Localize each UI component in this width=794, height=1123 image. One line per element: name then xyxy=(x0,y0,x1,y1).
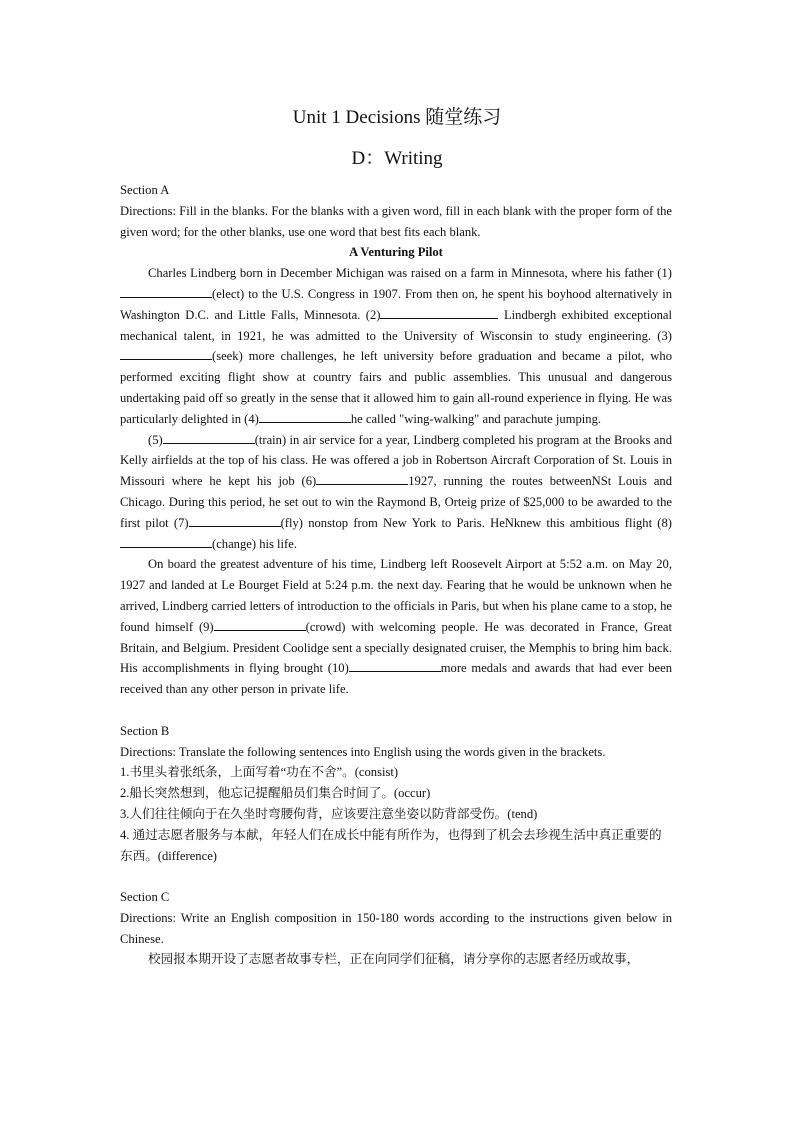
page-subtitle: D：Writing xyxy=(351,148,443,169)
page-title: Unit 1 Decisions 随堂练习 xyxy=(292,107,502,128)
passage-paragraph-2 xyxy=(120,430,672,555)
section-b-directions: Directions: Translate the following sentences into English using the words given in the brackets. xyxy=(120,744,606,759)
blank-10[interactable] xyxy=(349,658,441,672)
passage-paragraph-3 xyxy=(120,554,672,700)
blank-9[interactable] xyxy=(214,617,306,631)
passage-text: On board the greatest adventure of his time, Lindberg left Roosevelt Airport at 5:52 a.m. on May 20, 1927 and landed at Le Bourget Field at 5:24 p.m. the next day. Fearing that he would be unknown when he arrived, Lindberg carried letters of introduction to the officials in Paris, but when his plane came to a stop, he found himself (9) xyxy=(120,557,672,634)
document-body xyxy=(120,180,672,970)
passage-text: he called "wing-walking" and parachute jumping. xyxy=(350,411,602,426)
passage-text: (fly) nonstop from New York to Paris. HeNknew this ambitious flight (8) xyxy=(280,515,672,530)
passage-text: (change) his life. xyxy=(212,536,297,551)
translation-item-4: 4. 通过志愿者服务与本献，年轻人们在成长中能有所作为，也得到了机会去珍视生活中真正重要的东西。(difference) xyxy=(120,827,662,863)
passage-text: (crowd) with welcoming people. He was decorated in France, Great Britain, and Belgium. President Coolidge sent a specially designated cruiser, the Memphis to bring him back. His accomplishments in flying brought (10) xyxy=(120,619,673,676)
passage-text: (seek) more challenges, he left university before graduation and became a pilot, who performed exciting flight show at country fairs and public assemblies. This unusual and dangerous undertaking paid off so greatly in the sense that it allowed him to gain all-round experience in flying. He was particularly delighted in (4) xyxy=(120,349,672,426)
section-c-label: Section C xyxy=(120,890,170,905)
translation-item-3: 3.人们往往倾向于在久坐时弯腰佝背，应该要注意坐姿以防背部受伤。(tend) xyxy=(120,806,538,821)
blank-5[interactable] xyxy=(163,430,255,444)
blank-1[interactable] xyxy=(120,284,212,298)
blank-2[interactable] xyxy=(380,305,498,319)
section-spacer xyxy=(120,866,672,887)
passage-paragraph-1 xyxy=(120,263,672,429)
passage-text: Lindbergh exhibited exceptional mechanical talent, in 1921, he was admitted to the University of Wisconsin to study engineering. (3) xyxy=(120,307,673,343)
passage-text: Charles Lindberg born in December Michigan was raised on a farm in Minnesota, where his father (1) xyxy=(148,266,672,281)
passage-text: more medals and awards that had ever been received than any other person in private life. xyxy=(120,661,672,697)
section-b-label: Section B xyxy=(120,723,170,738)
translation-item-1: 1.书里头着张纸条，上面写着“功在不舍”。(consist) xyxy=(120,765,399,780)
section-c-instructions: 校园报本期开设了志愿者故事专栏，正在向同学们征稿，请分享你的志愿者经历或故事， xyxy=(148,952,640,967)
blank-4[interactable] xyxy=(259,409,351,423)
section-spacer xyxy=(120,700,672,721)
section-c-directions: Directions: Write an English composition in 150-180 words according to the instructions given below in Chinese. xyxy=(120,910,672,946)
section-a-label: Section A xyxy=(120,183,170,197)
blank-8[interactable] xyxy=(120,534,212,548)
translation-item-2: 2.船长突然想到，他忘记提醒船员们集合时间了。(occur) xyxy=(120,786,431,801)
passage-text: 1927, running the routes betweenNSt Louis and Chicago. During this period, he set out to win the Raymond B, Orteig prize of $25,000 to be awarded to the first pilot (7) xyxy=(120,474,672,530)
blank-3[interactable] xyxy=(120,346,212,360)
passage-title: A Venturing Pilot xyxy=(349,245,443,260)
passage-text: (5) xyxy=(148,432,163,447)
passage-text: (train) in air service for a year, Lindberg completed his program at the Brooks and Kelly airfields at the top of his class. He was offered a job in Robertson Aircraft Corporation of St. Louis in Missouri where he kept his job (6) xyxy=(120,432,672,489)
blank-6[interactable] xyxy=(316,471,408,485)
section-a-directions: Directions: Fill in the blanks. For the blanks with a given word, fill in each blank with the proper form of the given word; for the other blanks, use one word that best fits each blank. xyxy=(120,203,672,239)
blank-7[interactable] xyxy=(189,513,281,527)
passage-text: (elect) to the U.S. Congress in 1907. From then on, he spent his boyhood alternatively in Washington D.C. and Little Falls, Minnesota. (2) xyxy=(120,286,672,322)
